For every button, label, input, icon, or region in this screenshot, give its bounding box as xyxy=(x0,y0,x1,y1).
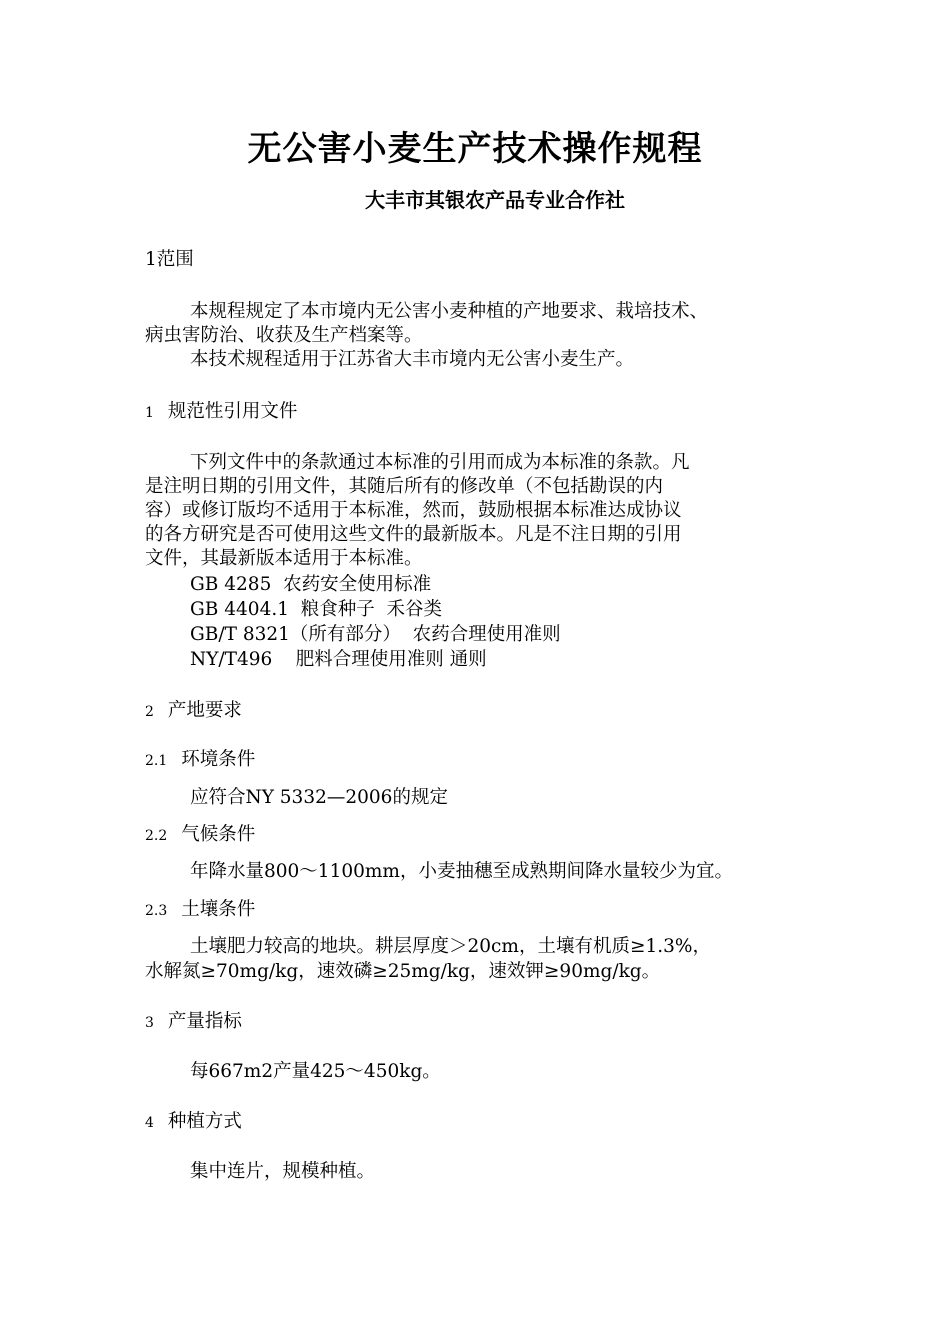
references-paragraph-line: 的各方研究是否可使用这些文件的最新版本。凡是不注日期的引用 xyxy=(145,524,682,545)
subsection-heading-text: 土壤条件 xyxy=(181,899,256,920)
subsection-soil-heading xyxy=(145,898,255,923)
references-paragraph-line: 是注明日期的引用文件，其随后所有的修改单（不包括勘误的内 xyxy=(145,476,664,497)
standard-reference: GB 4285 农药安全使用标准 xyxy=(190,574,432,595)
subsection-env-text: 应符合NY 5332—2006的规定 xyxy=(190,787,448,808)
subsection-number: 2.3 xyxy=(145,903,168,919)
standard-reference: GB 4404.1 粮食种子 禾谷类 xyxy=(190,599,443,620)
scope-paragraph-line: 本技术规程适用于江苏省大丰市境内无公害小麦生产。 xyxy=(190,349,635,370)
document-title: 无公害小麦生产技术操作规程 xyxy=(247,129,703,169)
section-number: 1 xyxy=(145,405,154,421)
section-scope-heading: 1范围 xyxy=(145,249,194,270)
subsection-number: 2.2 xyxy=(145,828,168,844)
section-number: 3 xyxy=(145,1015,154,1031)
section-yield-text: 每667m2产量425～450kg。 xyxy=(190,1061,441,1082)
section-number: 2 xyxy=(145,704,154,720)
subsection-heading-text: 环境条件 xyxy=(181,749,256,770)
document-subtitle: 大丰市其银农产品专业合作社 xyxy=(365,188,625,212)
standard-reference: GB/T 8321（所有部分） 农药合理使用准则 xyxy=(190,624,561,645)
scope-paragraph-line: 本规程规定了本市境内无公害小麦种植的产地要求、栽培技术、 xyxy=(190,301,709,322)
section-heading-text: 产量指标 xyxy=(167,1011,242,1032)
section-planting-text: 集中连片，规模种植。 xyxy=(190,1161,376,1182)
subsection-number: 2.1 xyxy=(145,753,168,769)
section-heading-text: 产地要求 xyxy=(167,700,242,721)
references-paragraph-line: 下列文件中的条款通过本标准的引用而成为本标准的条款。凡 xyxy=(190,452,690,473)
references-paragraph-line: 文件，其最新版本适用于本标准。 xyxy=(145,548,423,569)
section-planting-heading xyxy=(145,1110,242,1135)
references-paragraph-line: 容）或修订版均不适用于本标准，然而，鼓励根据本标准达成协议 xyxy=(145,500,682,521)
subsection-heading-text: 气候条件 xyxy=(181,824,256,845)
subsection-soil-text-line: 土壤肥力较高的地块。耕层厚度＞20cm，土壤有机质≥1.3%， xyxy=(190,936,711,957)
section-heading-text: 规范性引用文件 xyxy=(167,401,298,422)
section-site-heading xyxy=(145,699,242,724)
subsection-soil-text-line: 水解氮≥70mg/kg，速效磷≥25mg/kg，速效钾≥90mg/kg。 xyxy=(145,961,661,982)
scope-paragraph-line: 病虫害防治、收获及生产档案等。 xyxy=(145,325,423,346)
standard-reference: NY/T496 肥料合理使用准则 通则 xyxy=(190,649,487,670)
subsection-climate-text: 年降水量800～1100mm，小麦抽穗至成熟期间降水量较少为宜。 xyxy=(190,861,733,882)
section-number: 4 xyxy=(145,1115,154,1131)
section-heading-text: 种植方式 xyxy=(167,1111,242,1132)
section-yield-heading xyxy=(145,1010,242,1035)
subsection-env-heading xyxy=(145,748,255,773)
section-references-heading xyxy=(145,400,297,425)
subsection-climate-heading xyxy=(145,823,255,848)
